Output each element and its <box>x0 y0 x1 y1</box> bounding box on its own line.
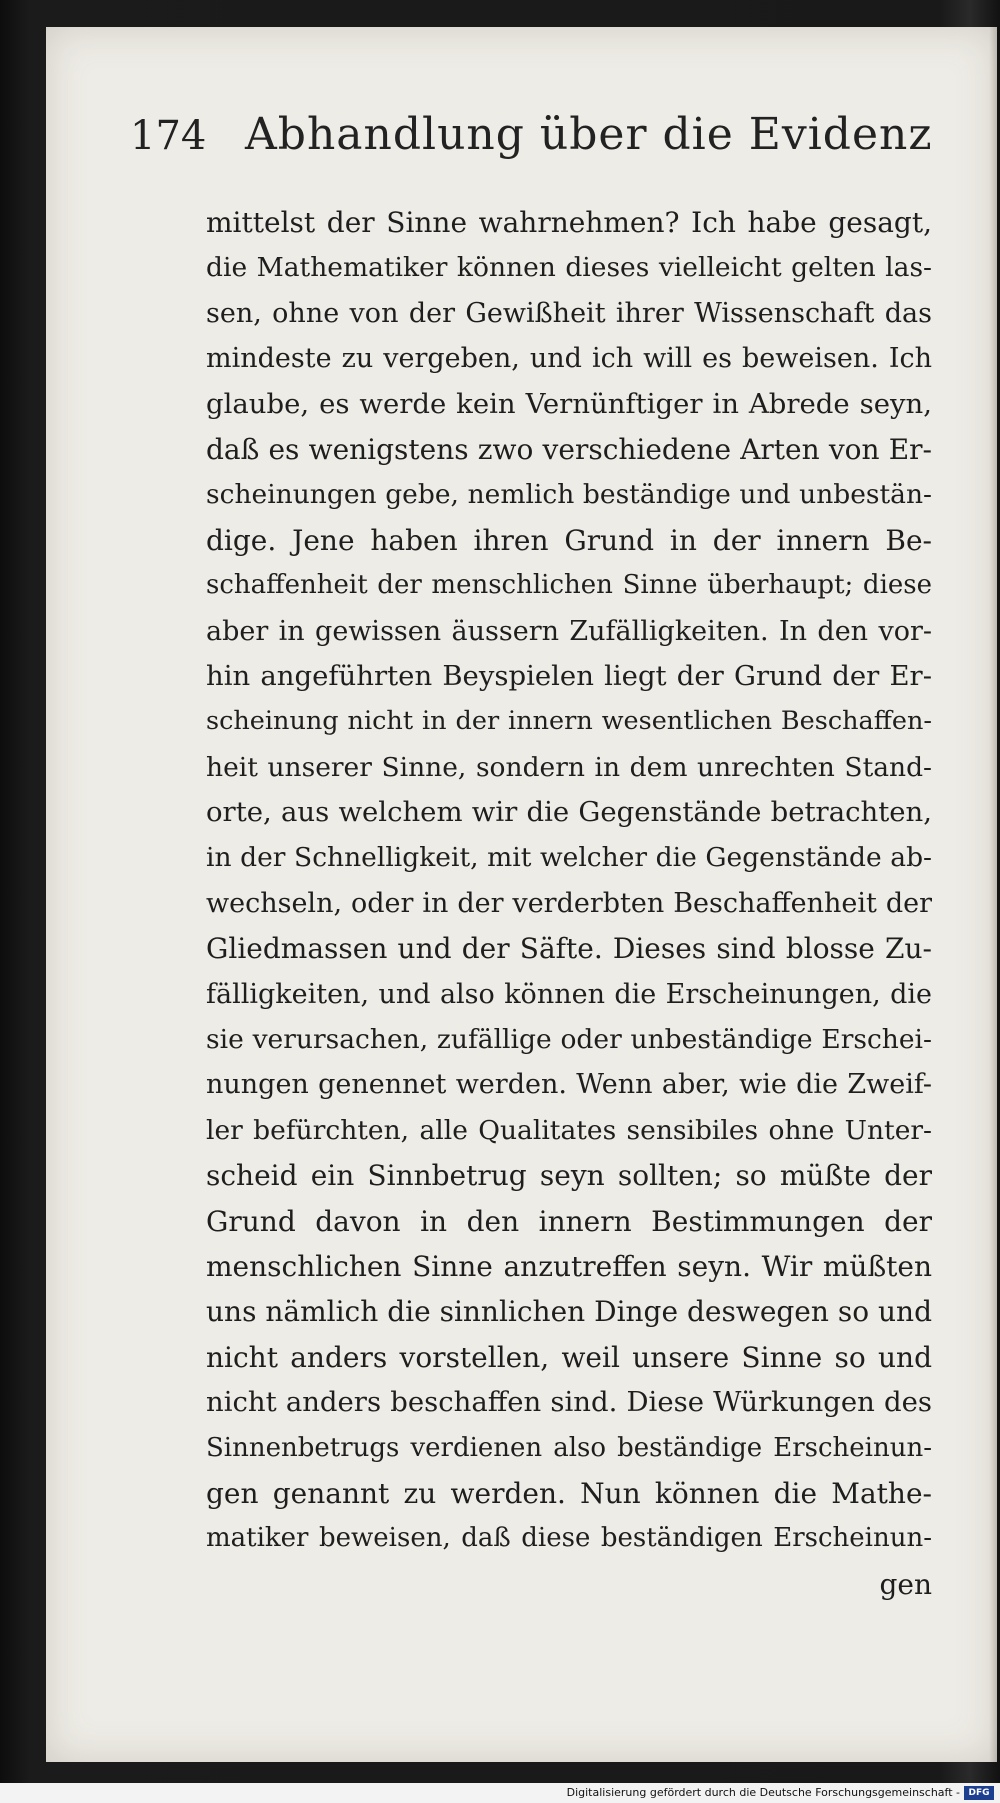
text-line: fälligkeiten, und also können die Erscheinungen, die <box>206 978 932 1010</box>
page-number: 174 <box>130 113 207 159</box>
text-line: mindeste zu vergeben, und ich will es beweisen. Ich <box>206 343 932 375</box>
text-line: hin angeführten Beyspielen liegt der Grund der Er- <box>206 659 932 692</box>
body-text <box>206 200 932 1607</box>
text-line: Gliedmassen und der Säfte. Dieses sind blosse Zu- <box>206 932 932 966</box>
running-head: Abhandlung über die Evidenz <box>245 109 933 160</box>
text-line: daß es wenigstens zwo verschiedene Arten von Er- <box>206 432 932 466</box>
text-line: wechseln, oder in der verderbten Beschaffenheit der <box>206 887 932 919</box>
text-line: sen, ohne von der Gewißheit ihrer Wissenschaft das <box>206 297 932 329</box>
text-line: die Mathematiker können dieses vielleicht gelten las- <box>206 252 932 284</box>
text-line: in der Schnelligkeit, mit welcher die Gegenstände ab- <box>206 842 932 874</box>
text-line: Grund davon in den innern Bestimmungen der <box>206 1204 932 1238</box>
text-line: nicht anders beschaffen sind. Diese Würkungen des <box>206 1386 932 1419</box>
text-line: Sinnenbetrugs verdienen also beständige Erscheinun- <box>206 1432 932 1463</box>
text-line: ler befürchten, alle Qualitates sensibiles ohne Unter- <box>206 1114 932 1146</box>
text-line: nicht anders vorstellen, weil unsere Sinne so und <box>206 1340 932 1374</box>
text-line: scheinung nicht in der innern wesentlichen Beschaffen- <box>206 706 932 737</box>
text-line: orte, aus welchem wir die Gegenstände betrachten, <box>206 796 932 829</box>
text-line: dige. Jene haben ihren Grund in der innern Be- <box>206 523 932 557</box>
text-line: matiker beweisen, daß diese beständigen Erscheinun- <box>206 1523 932 1554</box>
catchword: gen <box>879 1567 932 1601</box>
text-line: nungen genennet werden. Wenn aber, wie die Zweif- <box>206 1069 932 1101</box>
dfg-logo: DFG <box>964 1786 994 1800</box>
funding-credit: Digitalisierung gefördert durch die Deutsche Forschungsgemeinschaft - <box>566 1786 960 1799</box>
text-line: scheinungen gebe, nemlich beständige und unbestän- <box>206 479 932 511</box>
text-line: sie verursachen, zufällige oder unbeständige Erschei- <box>206 1024 932 1056</box>
page-header <box>130 105 933 175</box>
text-line: scheid ein Sinnbetrug seyn sollten; so müßte der <box>206 1159 932 1193</box>
footer-bar <box>0 1783 1000 1803</box>
text-line: menschlichen Sinne anzutreffen seyn. Wir müßten <box>206 1249 932 1283</box>
text-line: mittelst der Sinne wahrnehmen? Ich habe gesagt, <box>206 206 932 239</box>
text-line: aber in gewissen äussern Zufälligkeiten. In den vor- <box>206 615 932 647</box>
text-line: schaffenheit der menschlichen Sinne überhaupt; diese <box>206 570 932 601</box>
text-line: uns nämlich die sinnlichen Dinge deswegen so und <box>206 1295 932 1329</box>
page-edge-shadow <box>989 27 997 1762</box>
text-line: heit unserer Sinne, sondern in dem unrechten Stand- <box>206 751 932 783</box>
text-line: gen genannt zu werden. Nun können die Mathe- <box>206 1476 932 1510</box>
text-line: glaube, es werde kein Vernünftiger in Abrede seyn, <box>206 387 932 420</box>
